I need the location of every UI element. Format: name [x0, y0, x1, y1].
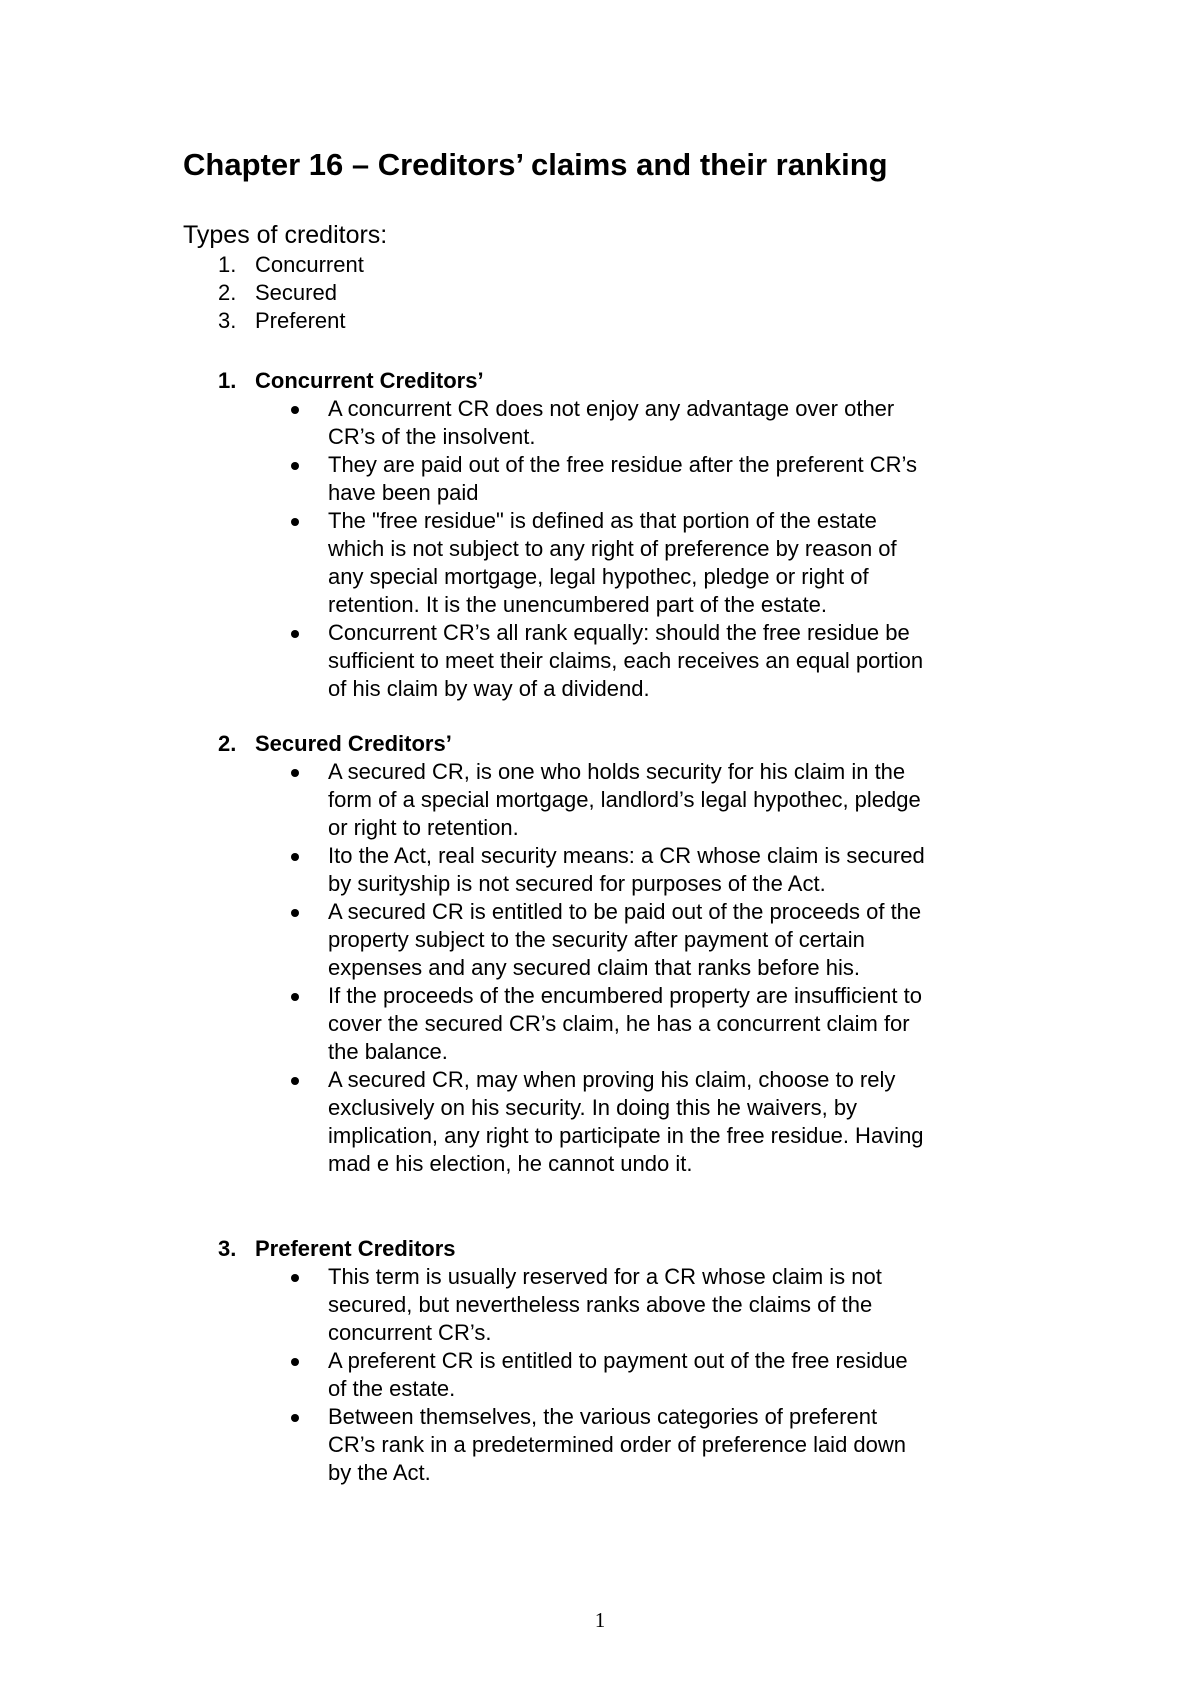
- list-item: [218, 1263, 1028, 1347]
- types-list: [218, 251, 364, 335]
- types-list-item: [218, 307, 364, 335]
- list-item: [218, 1403, 1028, 1487]
- bullet-text: A secured CR, may when proving his claim, choose to rely exclusively on his security. In doing this he waivers, by implication, any right to participate in the free residue. Having mad e his election, he cannot undo it.: [328, 1067, 924, 1176]
- bullet-text: Concurrent CR’s all rank equally: should the free residue be sufficient to meet their claims, each receives an equal portion of his claim by way of a dividend.: [328, 620, 924, 701]
- bullet-text: They are paid out of the free residue after the preferent CR’s have been paid: [328, 452, 918, 505]
- section-heading: [218, 730, 1028, 758]
- bullet-icon: [291, 1077, 299, 1085]
- section-concurrent-creditors: [218, 367, 1028, 703]
- section-title: Secured Creditors’: [255, 731, 452, 756]
- section-number: 2.: [218, 731, 237, 756]
- list-item: [218, 507, 1028, 619]
- bullet-icon: [291, 630, 299, 638]
- bullet-text: This term is usually reserved for a CR whose claim is not secured, but nevertheless ranks above the claims of the concurrent CR’s.: [328, 1264, 882, 1345]
- list-item-label: Concurrent: [255, 252, 364, 277]
- list-item: [218, 898, 1028, 982]
- list-item-label: Preferent: [255, 308, 346, 333]
- bullet-text: A preferent CR is entitled to payment out of the free residue of the estate.: [328, 1348, 908, 1401]
- bullet-text: A secured CR, is one who holds security for his claim in the form of a special mortgage, landlord’s legal hypothec, pledge or right to retention.: [328, 759, 921, 840]
- section-heading: [218, 367, 1028, 395]
- bullet-icon: [291, 1414, 299, 1422]
- bullet-text: If the proceeds of the encumbered property are insufficient to cover the secured CR’s claim, he has a concurrent claim for the balance.: [328, 983, 922, 1064]
- types-list-item: [218, 279, 364, 307]
- bullet-text: The "free residue" is defined as that portion of the estate which is not subject to any right of preference by reason of any special mortgage, legal hypothec, pledge or right of retention. It is the unencumbered part of the estate.: [328, 508, 897, 617]
- types-heading: Types of creditors:: [183, 221, 388, 249]
- bullet-text: Between themselves, the various categories of preferent CR’s rank in a predetermined order of preference laid down by the Act.: [328, 1404, 907, 1485]
- bullet-icon: [291, 993, 299, 1001]
- page-number: 1: [594, 1608, 606, 1632]
- bullet-text: Ito the Act, real security means: a CR whose claim is secured by surityship is not secured for purposes of the Act.: [328, 843, 925, 896]
- bullet-icon: [291, 853, 299, 861]
- types-list-item: [218, 251, 364, 279]
- list-item: [218, 1347, 1028, 1403]
- list-item: [218, 395, 1028, 451]
- section-number: 3.: [218, 1236, 237, 1261]
- section-title: Concurrent Creditors’: [255, 368, 484, 393]
- list-item: [218, 758, 1028, 842]
- bullet-list: [218, 395, 1028, 703]
- list-number: 2.: [218, 280, 237, 305]
- list-item-label: Secured: [255, 280, 337, 305]
- bullet-icon: [291, 769, 299, 777]
- list-item: [218, 982, 1028, 1066]
- chapter-title: Chapter 16 – Creditors’ claims and their ranking: [183, 147, 888, 182]
- section-title: Preferent Creditors: [255, 1236, 456, 1261]
- bullet-icon: [291, 909, 299, 917]
- section-secured-creditors: [218, 730, 1028, 1178]
- bullet-icon: [291, 1358, 299, 1366]
- section-number: 1.: [218, 368, 237, 393]
- section-heading: [218, 1235, 1028, 1263]
- bullet-list: [218, 1263, 1028, 1487]
- list-item: [218, 619, 1028, 703]
- bullet-icon: [291, 518, 299, 526]
- bullet-icon: [291, 1274, 299, 1282]
- list-number: 1.: [218, 252, 237, 277]
- bullet-list: [218, 758, 1028, 1178]
- list-item: [218, 1066, 1028, 1178]
- bullet-icon: [291, 406, 299, 414]
- list-item: [218, 451, 1028, 507]
- section-preferent-creditors: [218, 1235, 1028, 1487]
- list-item: [218, 842, 1028, 898]
- bullet-text: A concurrent CR does not enjoy any advantage over other CR’s of the insolvent.: [328, 396, 895, 449]
- list-number: 3.: [218, 308, 237, 333]
- bullet-text: A secured CR is entitled to be paid out of the proceeds of the property subject to the security after payment of certain expenses and any secured claim that ranks before his.: [328, 899, 922, 980]
- bullet-icon: [291, 462, 299, 470]
